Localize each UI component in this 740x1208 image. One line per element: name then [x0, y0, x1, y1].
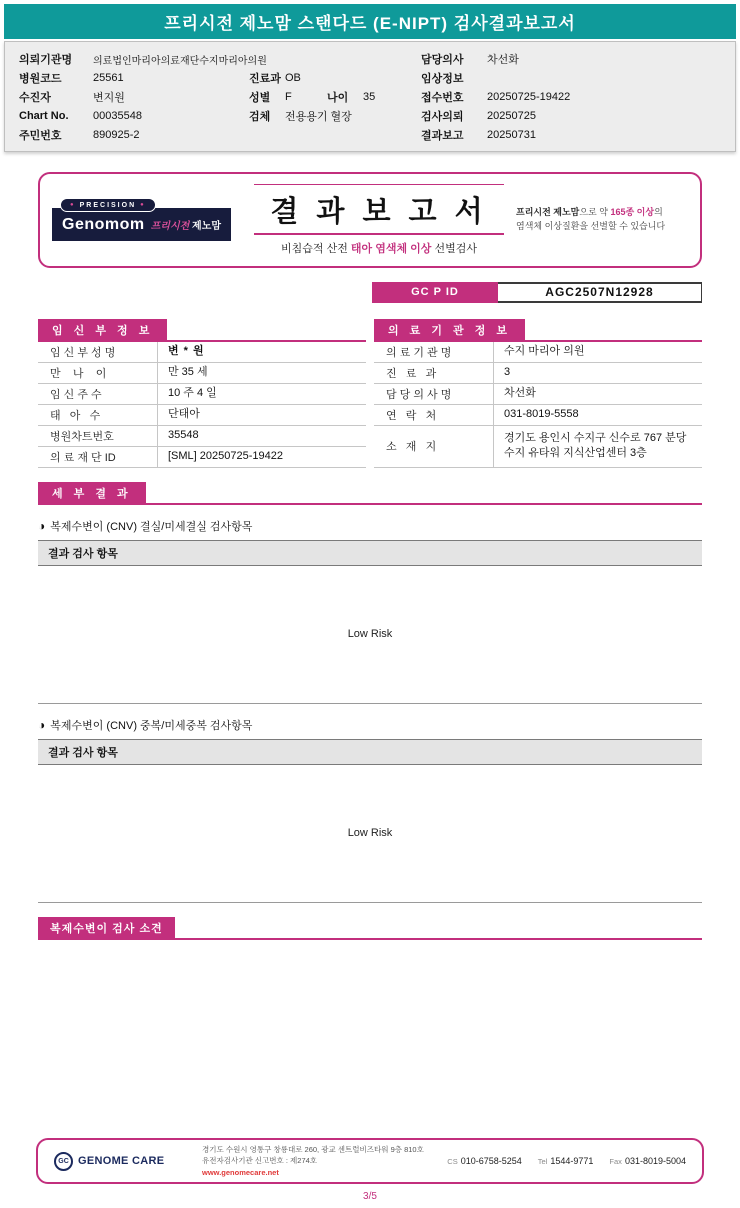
row-value: 35548 — [168, 429, 199, 442]
logo-korean-accent: 프리시전 — [150, 221, 190, 233]
table-row — [374, 426, 702, 468]
cnv-heading-text: 복제수변이 (CNV) 중복/미세중복 검사항목 — [50, 719, 253, 732]
order-info-middle-column — [249, 50, 421, 144]
row-value: [SML] 20250725-19422 — [168, 450, 283, 463]
info-row-clinical — [421, 69, 721, 88]
table-row — [38, 342, 366, 363]
patient-label: 수진자 — [19, 91, 51, 104]
row-label: 태 아 수 — [38, 405, 158, 425]
row-label: 의 료 기 관 명 — [374, 342, 494, 362]
rrn-label: 주민번호 — [19, 129, 62, 142]
row-value: 차선화 — [504, 387, 536, 400]
clinic-info-table — [374, 319, 702, 468]
tagline-mid: 으로 약 — [579, 207, 611, 218]
cnv-heading-text: 복제수변이 (CNV) 결실/미세결실 검사항목 — [50, 520, 253, 533]
row-label: 담 당 의 사 명 — [374, 384, 494, 404]
info-row-empty — [249, 125, 421, 144]
info-row-hospital-code — [19, 69, 249, 88]
document-title: 프리시전 제노맘 스탠다드 (E-NIPT) 검사결과보고서 — [164, 14, 576, 33]
order-info-box — [4, 41, 736, 152]
info-row-request — [421, 106, 721, 125]
specimen-value: 전용용기 혈장 — [285, 110, 352, 123]
gcpid-label: GC P ID — [372, 282, 498, 303]
report-header-box — [38, 172, 702, 268]
report-date-label: 결과보고 — [421, 129, 464, 142]
info-row-specimen — [249, 106, 421, 125]
age-value: 35 — [363, 90, 376, 103]
contact-label: CS — [447, 1157, 458, 1166]
result-text: Low Risk — [347, 827, 393, 840]
row-value: 031-8019-5558 — [504, 408, 579, 421]
info-row-dept — [249, 69, 421, 88]
footer-contact-fax — [609, 1156, 686, 1166]
result-column-header-text: 결과 검사 항목 — [48, 547, 118, 560]
row-label: 임 신 부 성 명 — [38, 342, 158, 362]
footer-address-line2: 유전자검사기관 신고번호 : 제274호 — [202, 1156, 318, 1166]
chart-no-label: Chart No. — [19, 109, 69, 122]
clinic-info-rows — [374, 340, 702, 468]
genomecare-logo-text: GENOME CARE — [78, 1155, 165, 1167]
order-info-right-column — [421, 50, 721, 144]
row-value: 변 * 원 — [168, 345, 205, 358]
tagline-accent: 165종 이상 — [610, 207, 655, 218]
age-label: 나이 — [327, 91, 349, 104]
row-value: 3 — [504, 366, 511, 379]
hospital-code-label: 병원코드 — [19, 73, 62, 86]
half-circle-icon: ◑ — [38, 717, 46, 732]
tagline-line2: 염색체 이상질환을 선별할 수 있습니다 — [516, 220, 666, 231]
genomecare-logo — [54, 1152, 192, 1171]
precision-badge-label: PRECISION — [79, 201, 137, 209]
info-row-rrn — [19, 125, 249, 144]
table-row — [38, 405, 366, 426]
precision-badge — [60, 198, 156, 212]
row-label: 연 락 처 — [374, 405, 494, 425]
report-subtitle — [250, 240, 508, 256]
genomom-logo-box — [52, 208, 231, 241]
sex-value: F — [285, 90, 292, 103]
contact-value: 010-6758-5254 — [460, 1156, 522, 1166]
row-value: 10 주 4 일 — [168, 387, 217, 400]
table-row — [374, 342, 702, 363]
info-tables — [38, 319, 702, 468]
logo-wordmark: Genomom — [62, 216, 145, 234]
table-row — [374, 405, 702, 426]
doctor-label: 담당의사 — [421, 54, 464, 67]
gcpid-field — [372, 282, 702, 303]
opinion-section-header — [38, 917, 702, 940]
sex-label: 성별 — [249, 91, 271, 104]
report-title-block — [250, 184, 508, 256]
row-label: 병원차트번호 — [38, 426, 158, 446]
mother-info-title: 임 신 부 정 보 — [38, 319, 167, 340]
subtitle-suffix: 선별검사 — [431, 242, 477, 255]
logo-korean-text: 제노맘 — [192, 221, 222, 233]
detail-section-title: 세 부 결 과 — [38, 482, 146, 503]
report-title-frame — [254, 184, 503, 235]
org-label: 의뢰기관명 — [19, 54, 73, 67]
opinion-section-title: 복제수변이 검사 소견 — [38, 917, 175, 938]
request-value: 20250725 — [487, 109, 536, 122]
row-label: 진 료 과 — [374, 363, 494, 383]
mother-info-table — [38, 319, 366, 468]
info-row-doctor — [421, 50, 721, 69]
result-column-header — [38, 739, 702, 765]
clinical-label: 임상정보 — [421, 73, 464, 86]
doctor-value: 차선화 — [487, 54, 519, 67]
dept-value: OB — [285, 72, 301, 85]
specimen-label: 검체 — [249, 110, 271, 123]
info-row-patient — [19, 88, 249, 107]
row-value: 단태아 — [168, 408, 200, 421]
gcpid-value: AGC2507N12928 — [498, 282, 702, 303]
contact-label: Fax — [609, 1157, 622, 1166]
cnv-deletion-result-area — [38, 566, 702, 704]
tagline-end: 의 — [654, 207, 663, 218]
genomom-logo — [52, 198, 242, 241]
mother-info-rows — [38, 340, 366, 468]
report-title: 결 과 보 고 서 — [270, 195, 488, 228]
contact-label: Tel — [537, 1157, 548, 1166]
row-label: 만 나 이 — [38, 363, 158, 383]
row-value: 만 35 세 — [168, 366, 208, 379]
org-value: 의료법인마리아의료재단수지마리아의원 — [93, 55, 267, 67]
table-row — [38, 384, 366, 405]
half-circle-icon: ◑ — [38, 518, 46, 533]
row-value: 경기도 용인시 수지구 신수로 767 분당 수지 유타워 지식산업센터 3층 — [504, 432, 687, 460]
cnv-deletion-heading — [38, 518, 702, 534]
row-label: 의 료 재 단 ID — [38, 447, 158, 467]
receipt-label: 접수번호 — [421, 91, 464, 104]
info-row-empty — [249, 50, 421, 69]
contact-value: 1544-9771 — [550, 1156, 594, 1166]
gcpid-row — [38, 282, 702, 303]
cnv-duplication-result-area — [38, 765, 702, 903]
info-row-sex-age — [249, 88, 421, 107]
report-tagline — [516, 206, 686, 234]
request-label: 검사의뢰 — [421, 110, 464, 123]
table-row — [374, 384, 702, 405]
tagline-bold: 프리시전 제노맘 — [516, 207, 580, 218]
table-row — [38, 426, 366, 447]
info-row-report-date — [421, 125, 721, 144]
row-label: 소 재 지 — [374, 426, 494, 467]
row-label: 임 신 주 수 — [38, 384, 158, 404]
info-row-receipt — [421, 88, 721, 107]
hospital-code-value: 25561 — [93, 72, 124, 85]
footer-contacts — [447, 1156, 686, 1166]
result-text: Low Risk — [347, 628, 393, 641]
clinic-info-title: 의 료 기 관 정 보 — [374, 319, 525, 340]
footer-contact-tel — [538, 1156, 594, 1166]
chart-no-value: 00035548 — [93, 109, 142, 122]
genomecare-logo-icon: GC — [54, 1152, 73, 1171]
info-row-chart-no — [19, 106, 249, 125]
rrn-value: 890925-2 — [93, 128, 140, 141]
subtitle-prefix: 비침습적 산전 — [281, 242, 351, 255]
footer-contact-cs — [447, 1156, 521, 1166]
dot-icon: ● — [70, 202, 76, 209]
page-number: 3/5 — [363, 1191, 377, 1202]
cnv-duplication-heading — [38, 717, 702, 733]
table-row — [38, 447, 366, 468]
empty-space — [0, 940, 740, 1138]
row-value: 수지 마리아 의원 — [504, 345, 585, 358]
report-date-value: 20250731 — [487, 128, 536, 141]
footer-address-line1: 경기도 수원시 영통구 창룡대로 260, 광교 센트럴비즈타워 9층 810호 — [202, 1145, 424, 1155]
patient-value: 변지원 — [93, 91, 125, 104]
result-column-header-text: 결과 검사 항목 — [48, 746, 118, 759]
footer-website: www.genomecare.net — [202, 1167, 279, 1177]
table-row — [374, 363, 702, 384]
dept-label: 진료과 — [249, 73, 281, 86]
logo-korean-label — [151, 217, 221, 232]
detail-section-header — [38, 482, 702, 505]
dot-icon: ● — [140, 202, 146, 209]
subtitle-accent: 태아 염색체 이상 — [350, 242, 432, 255]
receipt-value: 20250725-19422 — [487, 90, 571, 103]
contact-value: 031-8019-5004 — [624, 1156, 686, 1166]
info-row-org — [19, 50, 267, 69]
document-title-bar — [4, 4, 736, 39]
footer-address-block — [202, 1144, 424, 1178]
table-row — [38, 363, 366, 384]
result-column-header — [38, 540, 702, 566]
footer-box — [36, 1138, 704, 1184]
